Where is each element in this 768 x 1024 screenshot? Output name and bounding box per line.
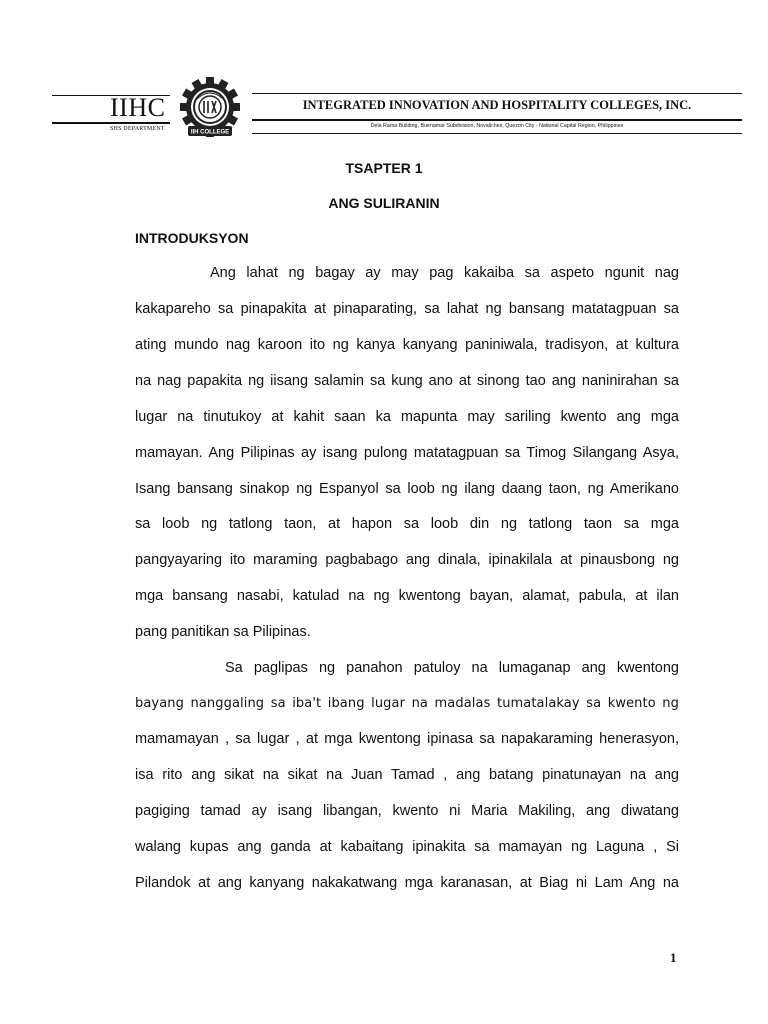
school-logo — [170, 76, 250, 142]
paragraph-line: Ang lahat ng bagay ay may pag kakaiba sa aspeto ngunit nag — [210, 265, 679, 281]
section-heading: INTRODUKSYON — [135, 230, 249, 246]
chapter-subtitle: ANG SULIRANIN — [328, 195, 440, 211]
paragraph-line: Isang bansang sinakop ng Espanyol sa loob ng ilang daang taon, ng Amerikano — [135, 481, 679, 497]
paragraph-line: mamayan. Ang Pilipinas ay isang pulong matatagpuan sa Timog Silangang Asya, — [135, 445, 679, 461]
paragraph-line: bayang nanggaling sa iba't ibang lugar na madalas tumatalakay sa kwento ng — [135, 696, 679, 711]
school-name: INTEGRATED INNOVATION AND HOSPITALITY COLLEGES, INC. — [302, 98, 692, 112]
paragraph-line: mamamayan , sa lugar , at mga kwentong ipinasa sa napakaraming henerasyon, — [135, 731, 679, 747]
logo-banner-text: IIH COLLEGE — [190, 129, 230, 136]
paragraph-line: Sa paglipas ng panahon patuloy na lumaganap ang kwentong — [225, 660, 679, 676]
chapter-title: TSAPTER 1 — [345, 160, 423, 176]
paragraph-line: mga bansang nasabi, katulad na ng kwentong bayan, alamat, pabula, at ilan — [135, 588, 679, 604]
header-rule — [252, 93, 742, 94]
header-rule — [252, 119, 742, 121]
paragraph-line: isa rito ang sikat na sikat na Juan Tamad , ang batang pinatunayan na ang — [135, 767, 679, 783]
paragraph-line: kakapareho sa pinapakita at pinaparating, sa lahat ng bansang matatagpuan sa — [135, 301, 679, 317]
paragraph-line: lugar na tinutukoy at kahit saan ka mapunta may sariling kwento ang mga — [135, 409, 679, 425]
paragraph-line: walang kupas ang ganda at kabaitang ipinakita sa mamayan ng Laguna , Si — [135, 839, 679, 855]
school-abbreviation: IIHC — [110, 93, 166, 122]
paragraph-line: pangyayaring ito maraming pagbabago ang dinala, ipinakilala at pinausbong ng — [135, 552, 679, 568]
school-address: Dela Rama Building, Buenamar Subdivision, Novaliches, Quezon City - National Capital Region, Philippines — [370, 123, 624, 129]
paragraph-line: Pilandok at ang kanyang nakakatwang mga karanasan, at Biag ni Lam Ang na — [135, 875, 679, 891]
paragraph-line: pagiging tamad ay isang libangan, kwento ni Maria Makiling, ang diwatang — [135, 803, 679, 819]
department-label: SHS DEPARTMENT — [110, 126, 165, 132]
paragraph-line: pang panitikan sa Pilipinas. — [135, 624, 311, 640]
header-rule — [252, 133, 742, 134]
paragraph-line: na nag papakita ng iisang salamin sa kung ano at sinong tao ang naninirahan sa — [135, 373, 679, 389]
gear-seal-icon — [170, 76, 250, 142]
paragraph-line: ating mundo nag karoon ito ng kanya kanyang paniniwala, tradisyon, at kultura — [135, 337, 679, 353]
header-rule — [52, 122, 170, 124]
page-number: 1 — [670, 950, 677, 965]
paragraph-line: sa loob ng tatlong taon, at hapon sa loob din ng tatlong taon sa mga — [135, 516, 679, 532]
